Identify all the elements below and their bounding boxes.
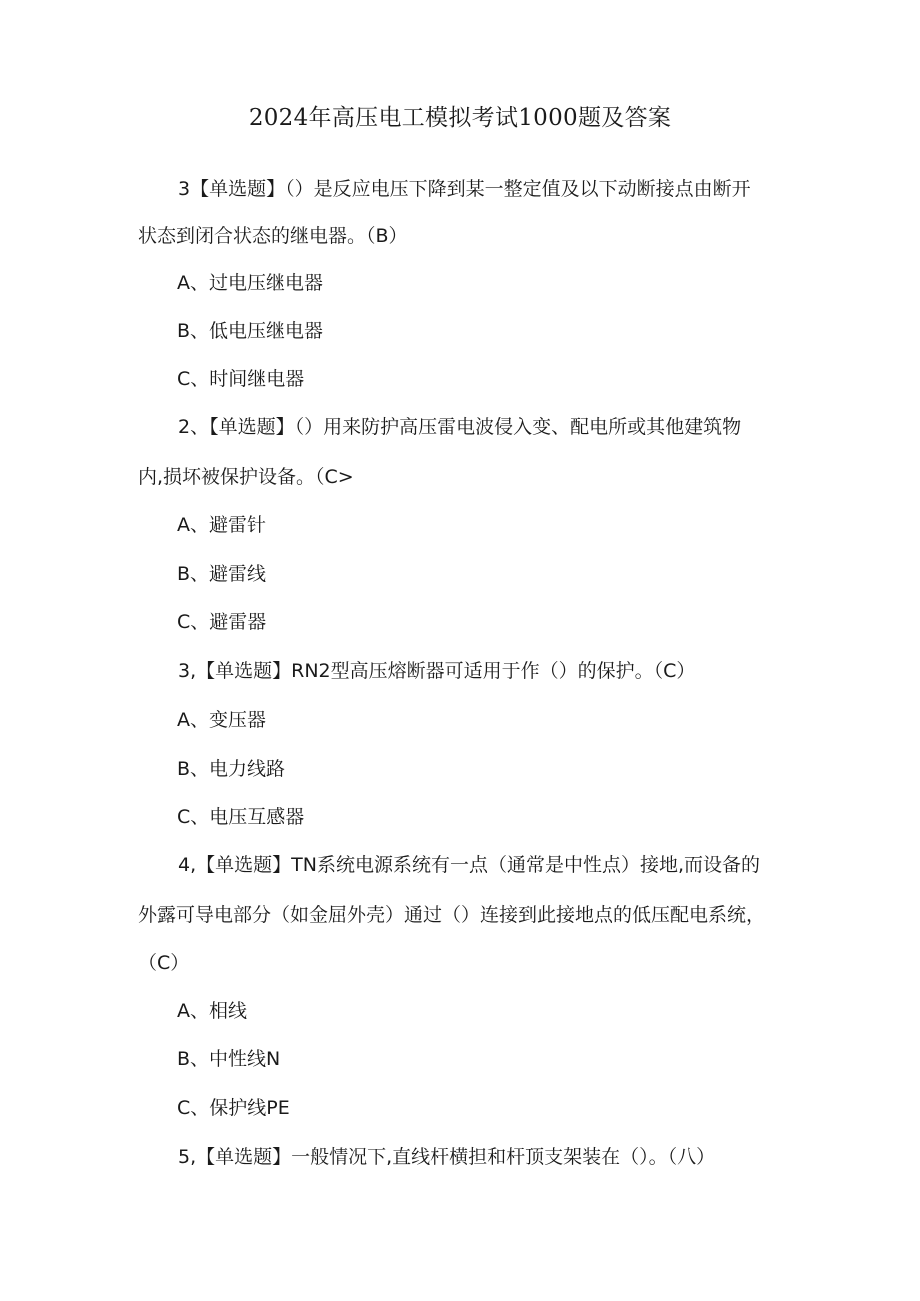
question-1-option-b: B、低电压继电器 [177, 320, 324, 342]
question-2-option-a: A、避雷针 [177, 514, 266, 536]
question-3-option-a: A、变压器 [177, 709, 266, 731]
question-2-line-2: 内,损坏被保护设备。（C> [138, 466, 354, 488]
question-4-line-2: 外露可导电部分（如金屈外壳）通过（）连接到此接地点的低压配电系统， [138, 904, 766, 926]
question-1-line-1: 3【单选题】（）是反应电压下降到某一整定值及以下动断接点由断开 [178, 178, 751, 200]
question-3-line-1: 3,【单选题】RN2型高压熔断器可适用于作（）的保护。（C） [178, 660, 696, 682]
question-5-line-1: 5,【单选题】一般情况下,直线杆横担和杆顶支架装在（）。（八） [178, 1146, 716, 1168]
question-2-option-b: B、避雷线 [177, 563, 267, 585]
question-1-line-2: 状态到闭合状态的继电器。（B） [138, 225, 408, 247]
question-4-option-a: A、相线 [177, 1000, 247, 1022]
question-4-line-3: （C） [138, 952, 190, 974]
question-1-option-a: A、过电压继电器 [177, 272, 323, 294]
question-1-option-c: C、时间继电器 [177, 368, 305, 390]
question-4-option-b: B、中性线N [177, 1048, 281, 1070]
document-title: 2024年高压电工模拟考试1000题及答案 [248, 105, 672, 131]
question-4-option-c: C、保护线PE [177, 1097, 290, 1119]
question-3-option-b: B、电力线路 [177, 758, 286, 780]
question-2-line-1: 2、【单选题】（）用来防护高压雷电波侵入变、配电所或其他建筑物 [178, 416, 742, 438]
question-3-option-c: C、电压互感器 [177, 806, 305, 828]
question-2-option-c: C、避雷器 [177, 611, 267, 633]
question-4-line-1: 4,【单选题】TN系统电源系统有一点（通常是中性点）接地,而设备的 [178, 854, 760, 876]
